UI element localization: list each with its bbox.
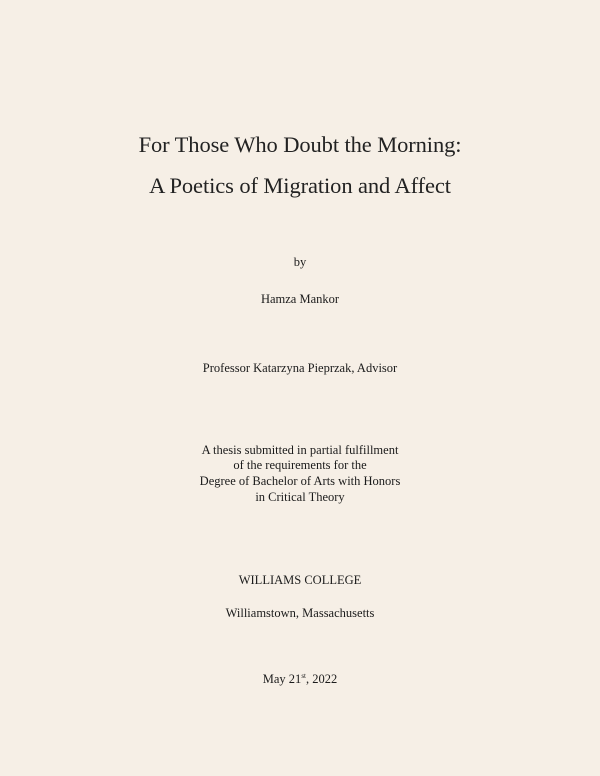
date-ordinal: st bbox=[301, 671, 306, 680]
date-month-day: May 21 bbox=[262, 672, 302, 686]
institution-name: WILLIAMS COLLEGE bbox=[238, 573, 362, 587]
submission-line-1: A thesis submitted in partial fulfillment bbox=[201, 443, 399, 457]
submission-line-4: in Critical Theory bbox=[255, 490, 345, 504]
by-label: by bbox=[293, 255, 307, 269]
title-line-1: For Those Who Doubt the Morning: bbox=[138, 132, 462, 157]
author-name: Hamza Mankor bbox=[260, 292, 340, 306]
advisor-line: Professor Katarzyna Pieprzak, Advisor bbox=[202, 361, 398, 375]
title-line-2: A Poetics of Migration and Affect bbox=[149, 173, 451, 198]
submission-line-3: Degree of Bachelor of Arts with Honors bbox=[199, 474, 401, 488]
institution-location: Williamstown, Massachusetts bbox=[225, 606, 375, 620]
submission-line-2: of the requirements for the bbox=[233, 458, 367, 472]
submission-date bbox=[0, 672, 600, 687]
date-year: , 2022 bbox=[305, 672, 338, 686]
